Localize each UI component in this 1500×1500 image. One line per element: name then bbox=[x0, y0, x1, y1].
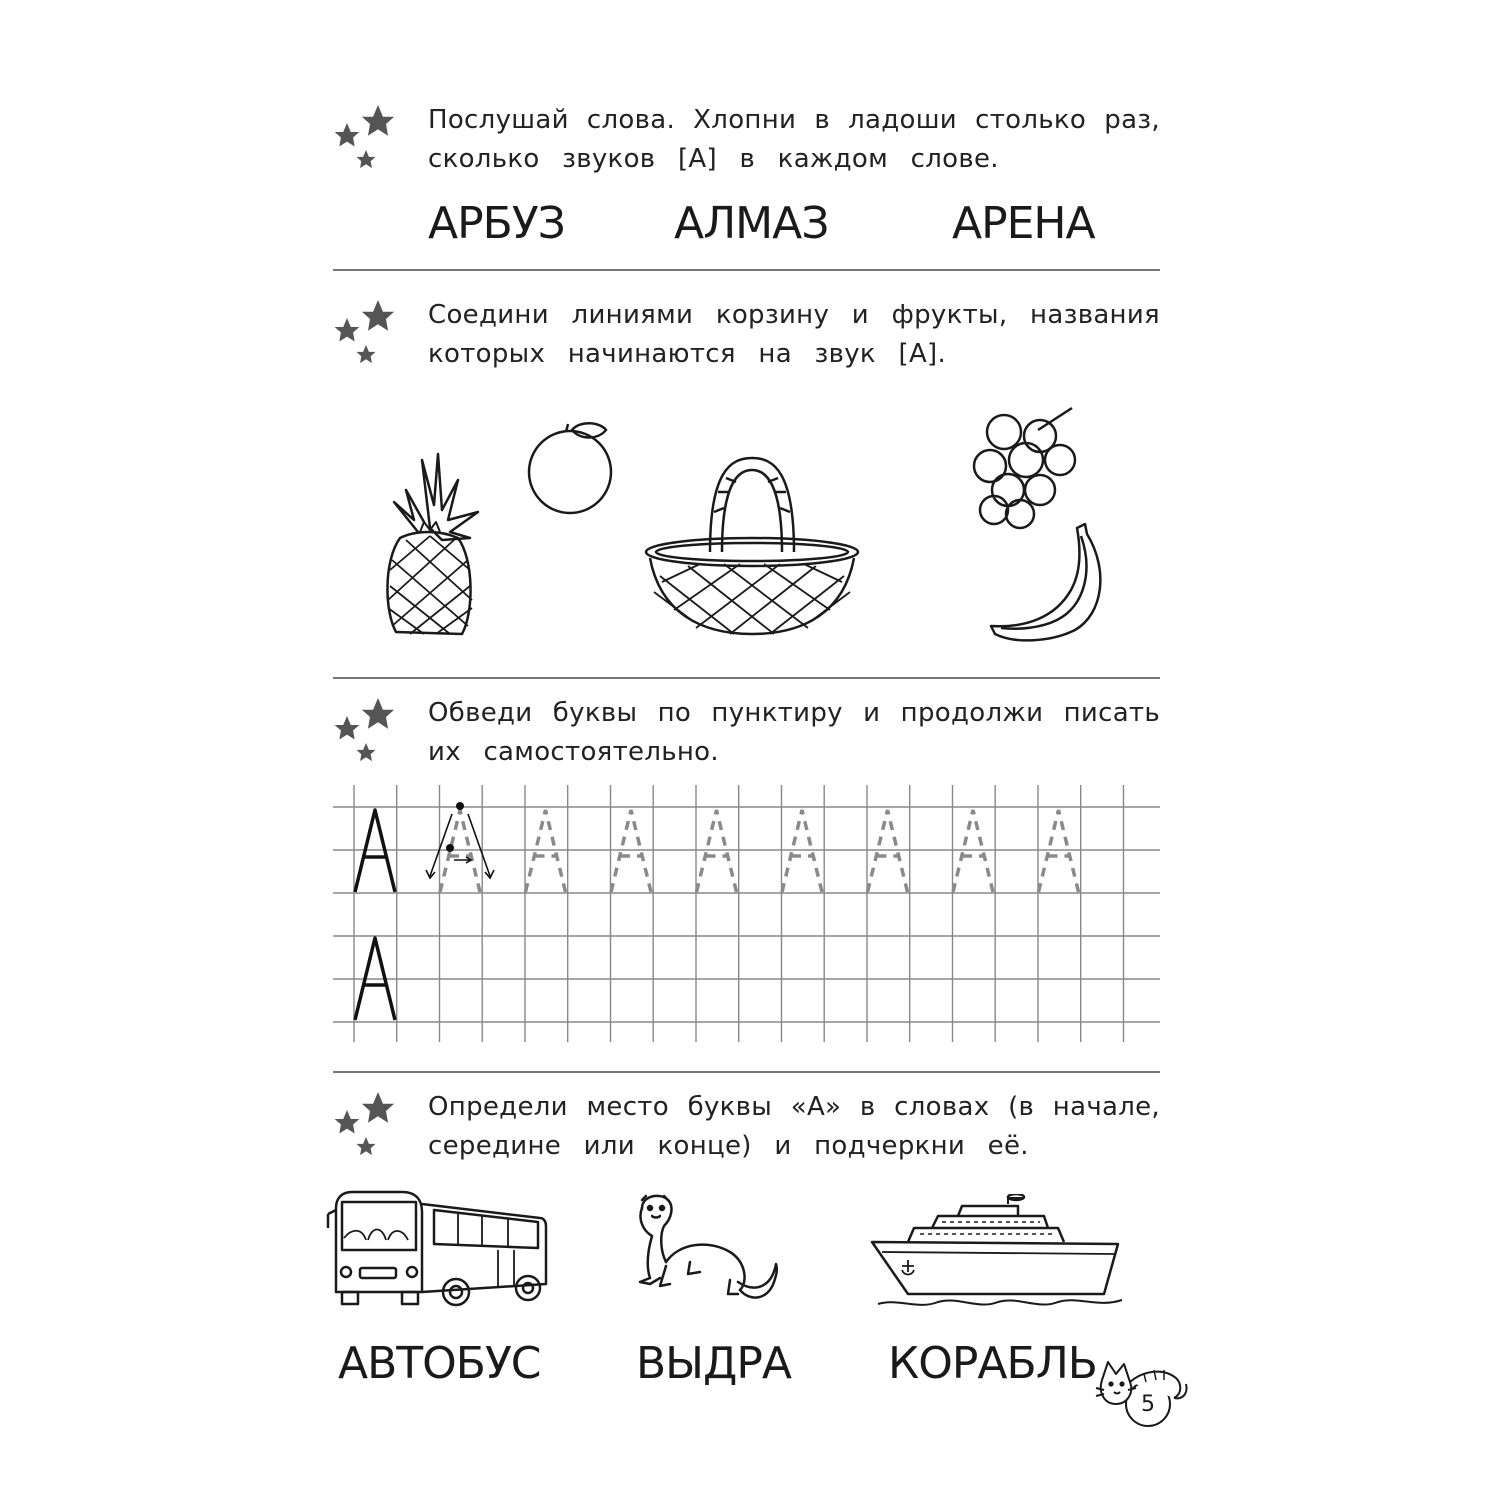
arrow-icon bbox=[468, 814, 494, 878]
dashed-letter-a bbox=[697, 810, 737, 892]
stars-icon bbox=[330, 297, 400, 377]
otter-illustration bbox=[630, 1190, 785, 1320]
task4-line2: середине или конце) и подчеркни её. bbox=[428, 1131, 1029, 1161]
task1-instruction bbox=[428, 101, 1160, 179]
dashed-letter-a bbox=[868, 810, 908, 892]
task1-line1: Послушай слова. Хлопни в ладоши столько раз, bbox=[428, 105, 1160, 135]
dashed-letter-a bbox=[782, 810, 822, 892]
task1-line2: сколько звуков [А] в каждом слове. bbox=[428, 144, 999, 174]
page-number: 5 bbox=[1141, 1392, 1155, 1417]
stars-icon bbox=[330, 102, 400, 182]
task4-line1: Определи место буквы «А» в словах (в начале, bbox=[428, 1092, 1160, 1122]
word-arbuz: АРБУЗ bbox=[428, 198, 565, 249]
divider bbox=[333, 677, 1160, 679]
word-avtobus[interactable]: АВТОБУС bbox=[338, 1338, 541, 1389]
ship-illustration bbox=[868, 1194, 1128, 1314]
word-almaz: АЛМАЗ bbox=[674, 198, 829, 249]
arrow-icon bbox=[454, 857, 471, 863]
word-korabl[interactable]: КОРАБЛЬ bbox=[888, 1338, 1097, 1389]
word-vydra[interactable]: ВЫДРА bbox=[636, 1338, 792, 1389]
task3-line2: их самостоятельно. bbox=[428, 737, 719, 767]
writing-grid[interactable] bbox=[330, 780, 1165, 1050]
task2-instruction bbox=[428, 296, 1160, 374]
word-arena: АРЕНА bbox=[952, 198, 1095, 249]
task3-instruction bbox=[428, 694, 1160, 772]
task3-line1: Обведи буквы по пунктиру и продолжи писать bbox=[428, 698, 1160, 728]
basket-illustration bbox=[640, 452, 865, 640]
divider bbox=[333, 1071, 1160, 1073]
pineapple-illustration bbox=[370, 450, 490, 640]
divider bbox=[333, 269, 1160, 271]
dashed-letter-a bbox=[440, 810, 480, 892]
start-dot bbox=[446, 844, 454, 852]
dashed-letter-a bbox=[953, 810, 993, 892]
task4-instruction bbox=[428, 1088, 1160, 1166]
stars-icon bbox=[330, 695, 400, 775]
dashed-letter-a bbox=[611, 810, 651, 892]
task2-line1: Соедини линиями корзину и фрукты, названия bbox=[428, 300, 1160, 330]
task2-line2: которых начинаются на звук [А]. bbox=[428, 339, 947, 369]
sample-letter-a bbox=[355, 810, 395, 892]
dashed-letter-a bbox=[1039, 810, 1079, 892]
banana-illustration bbox=[985, 520, 1115, 650]
orange-illustration bbox=[520, 420, 620, 515]
grapes-illustration bbox=[968, 402, 1083, 532]
start-dot bbox=[456, 802, 464, 810]
bus-illustration bbox=[322, 1188, 550, 1308]
stars-icon bbox=[330, 1089, 400, 1169]
dashed-letter-a bbox=[526, 810, 566, 892]
